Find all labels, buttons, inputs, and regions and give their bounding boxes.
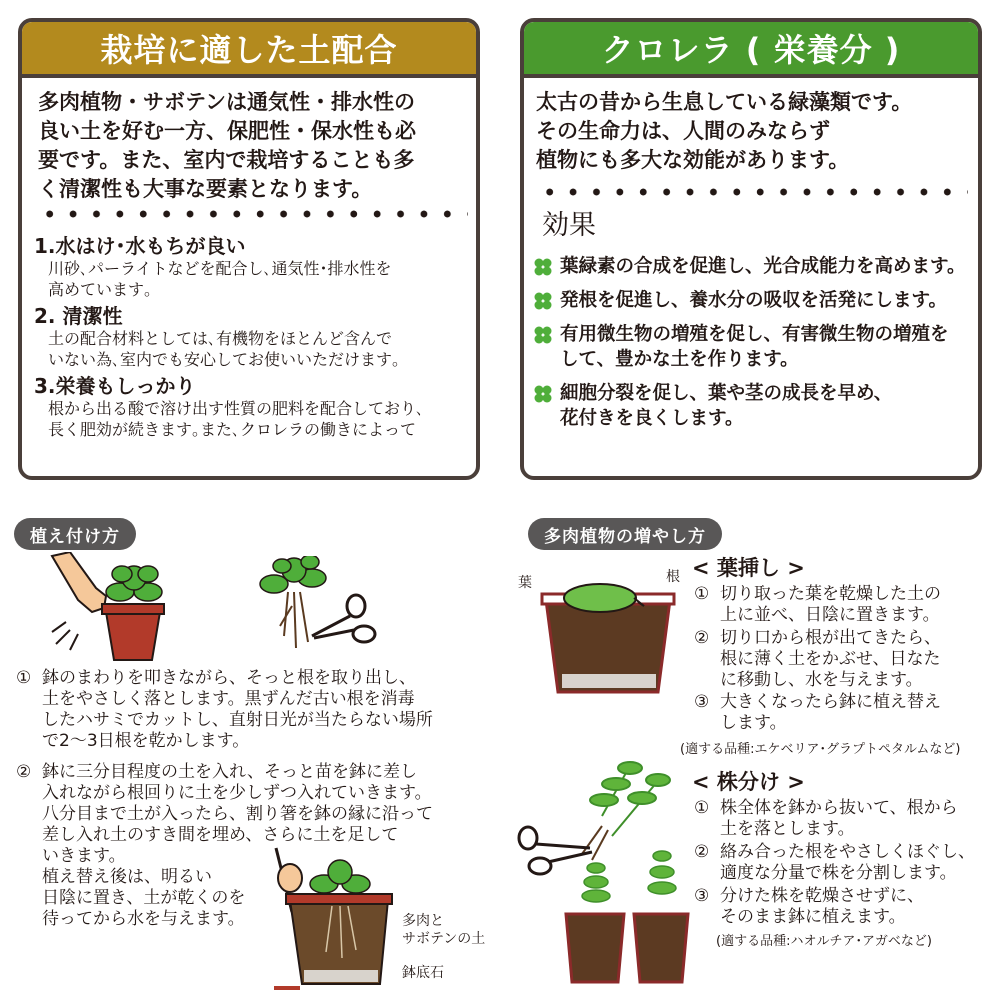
step-line: 土を落とします。 bbox=[720, 819, 855, 839]
section-line: 長く肥効が続きます｡また､クロレラの働きによって bbox=[48, 420, 417, 439]
step-line: いきます。 bbox=[42, 846, 126, 866]
step-line: に移動し、水を与えます。 bbox=[720, 670, 923, 690]
clover-icon bbox=[532, 325, 554, 345]
intro-line: 植物にも多大な効能があります。 bbox=[536, 148, 850, 172]
soil-mix-box bbox=[18, 18, 480, 480]
effect-text: 細胞分裂を促し、葉や茎の成長を早め、 bbox=[560, 383, 893, 404]
soil-intro bbox=[38, 88, 468, 204]
step-line: 鉢に三分目程度の土を入れ、そっと苗を鉢に差し bbox=[42, 762, 418, 782]
leaf-cutting-note: (適する品種:エケベリア･グラプトペタルムなど) bbox=[680, 742, 961, 757]
step-line: 差し入れ土のすき間を埋め、さらに土を足して bbox=[42, 825, 399, 845]
dotted-divider bbox=[538, 188, 968, 196]
intro-line: 要です。また、室内で栽培することも多 bbox=[38, 148, 415, 172]
label-leaf: 葉 bbox=[518, 575, 532, 591]
chlorella-intro bbox=[536, 88, 976, 175]
step-line: 大きくなったら鉢に植え替え bbox=[720, 692, 941, 712]
step-number: ③ bbox=[694, 886, 710, 906]
step-number: ① bbox=[16, 668, 32, 688]
clover-icon bbox=[532, 291, 554, 311]
effect-item bbox=[532, 288, 978, 313]
step-number: ② bbox=[694, 842, 710, 862]
step-line: 待ってから水を与えます。 bbox=[42, 909, 245, 929]
section-line: いない為､室内でも安心してお使いいただけます｡ bbox=[48, 350, 401, 369]
propagation-pill: 多肉植物の増やし方 bbox=[528, 518, 722, 550]
effect-label: 効果 bbox=[542, 210, 596, 241]
step-line: 分けた株を乾燥させずに、 bbox=[720, 886, 924, 906]
step-line: 根に薄く土をかぶせ、日なた bbox=[720, 649, 941, 669]
label-line: 多肉と bbox=[402, 913, 444, 929]
soil-mix-title: 栽培に適した土配合 bbox=[22, 22, 476, 78]
effect-item bbox=[532, 322, 978, 372]
step-line: 切り口から根が出てきたら、 bbox=[720, 628, 941, 648]
step-number: ① bbox=[694, 798, 710, 818]
planting-pill: 植え付け方 bbox=[14, 518, 136, 550]
leaf-cutting-illustration bbox=[538, 576, 678, 696]
section-title: 3.栄養もしっかり bbox=[34, 374, 196, 398]
effect-text: して、豊かな土を作ります。 bbox=[560, 349, 799, 370]
effect-item bbox=[532, 254, 978, 279]
effect-text: 発根を促進し、養水分の吸収を活発にします。 bbox=[560, 290, 948, 311]
label-soil bbox=[402, 912, 485, 948]
step-line: 上に並べ、日陰に置きます。 bbox=[720, 605, 940, 625]
clover-icon bbox=[532, 384, 554, 404]
step-number: ③ bbox=[694, 692, 710, 712]
division-header: < 株分け > bbox=[692, 770, 805, 794]
step-line: 八分目まで土が入ったら、割り箸を鉢の縁に沿って bbox=[42, 804, 433, 824]
step-line: 株全体を鉢から抜いて、根から bbox=[720, 798, 958, 818]
step-line: 入れながら根回りに土を少しずつ入れていきます。 bbox=[42, 783, 432, 803]
effect-item bbox=[532, 381, 978, 431]
step-number: ① bbox=[694, 584, 710, 604]
intro-line: く清潔性も大事な要素となります。 bbox=[38, 177, 373, 201]
intro-line: 良い土を好む一方、保肥性・保水性も必 bbox=[38, 119, 416, 143]
section-line: 川砂､パーライトなどを配合し､通気性･排水性を bbox=[48, 259, 392, 278]
effect-text: 葉緑素の合成を促進し、光合成能力を高めます。 bbox=[560, 256, 966, 277]
intro-line: その生命力は、人間のみならず bbox=[536, 119, 830, 143]
chlorella-title: クロレラ ( 栄養分 ) bbox=[524, 22, 978, 78]
leaf-cutting-header: < 葉挿し > bbox=[692, 556, 805, 580]
effect-text: 有用微生物の増殖を促し、有害微生物の増殖を bbox=[560, 324, 949, 345]
step-line: そのまま鉢に植えます。 bbox=[720, 907, 906, 927]
effect-text: 花付きを良くします。 bbox=[560, 408, 744, 429]
repot-illustration bbox=[262, 842, 402, 992]
label-root: 根 bbox=[666, 569, 680, 585]
tap-pot-illustration bbox=[48, 552, 198, 664]
step-line: 土をやさしく落とします。黒ずんだ古い根を消毒 bbox=[42, 689, 415, 709]
step-line: します。 bbox=[720, 713, 787, 733]
chlorella-box bbox=[520, 18, 982, 480]
step-line: 絡み合った根をやさしくほぐし、 bbox=[720, 842, 975, 862]
cut-roots-illustration bbox=[252, 556, 382, 666]
intro-line: 太古の昔から生息している緑藻類です。 bbox=[536, 90, 913, 114]
step-line: 切り取った葉を乾燥した土の bbox=[720, 584, 941, 604]
section-line: 高めています｡ bbox=[48, 280, 153, 299]
division-note: (適する品種:ハオルチア･アガベなど) bbox=[716, 934, 932, 949]
step-line: 日陰に置き、土が乾くのを bbox=[42, 888, 246, 908]
clover-icon bbox=[532, 257, 554, 277]
dotted-divider bbox=[38, 210, 468, 218]
label-stone: 鉢底石 bbox=[402, 965, 444, 981]
division-illustration bbox=[512, 756, 692, 988]
section-line: 根から出る酸で溶け出す性質の肥料を配合しており､ bbox=[48, 399, 425, 418]
section-title: 1.水はけ･水もちが良い bbox=[34, 234, 246, 258]
section-title: 2. 清潔性 bbox=[34, 304, 123, 328]
step-number: ② bbox=[16, 762, 32, 782]
step-line: 鉢のまわりを叩きながら、そっと根を取り出し、 bbox=[42, 668, 416, 688]
step-line: で2〜3日根を乾かします。 bbox=[42, 731, 250, 751]
step-line: 植え替え後は、明るい bbox=[42, 867, 212, 887]
section-line: 土の配合材料としては､有機物をほとんど含んで bbox=[48, 329, 393, 348]
step-line: したハサミでカットし、直射日光が当たらない場所 bbox=[42, 710, 433, 730]
step-number: ② bbox=[694, 628, 710, 648]
intro-line: 多肉植物・サボテンは通気性・排水性の bbox=[38, 90, 415, 114]
label-line: サボテンの土 bbox=[402, 931, 486, 947]
step-line: 適度な分量で株を分割します。 bbox=[720, 863, 957, 883]
